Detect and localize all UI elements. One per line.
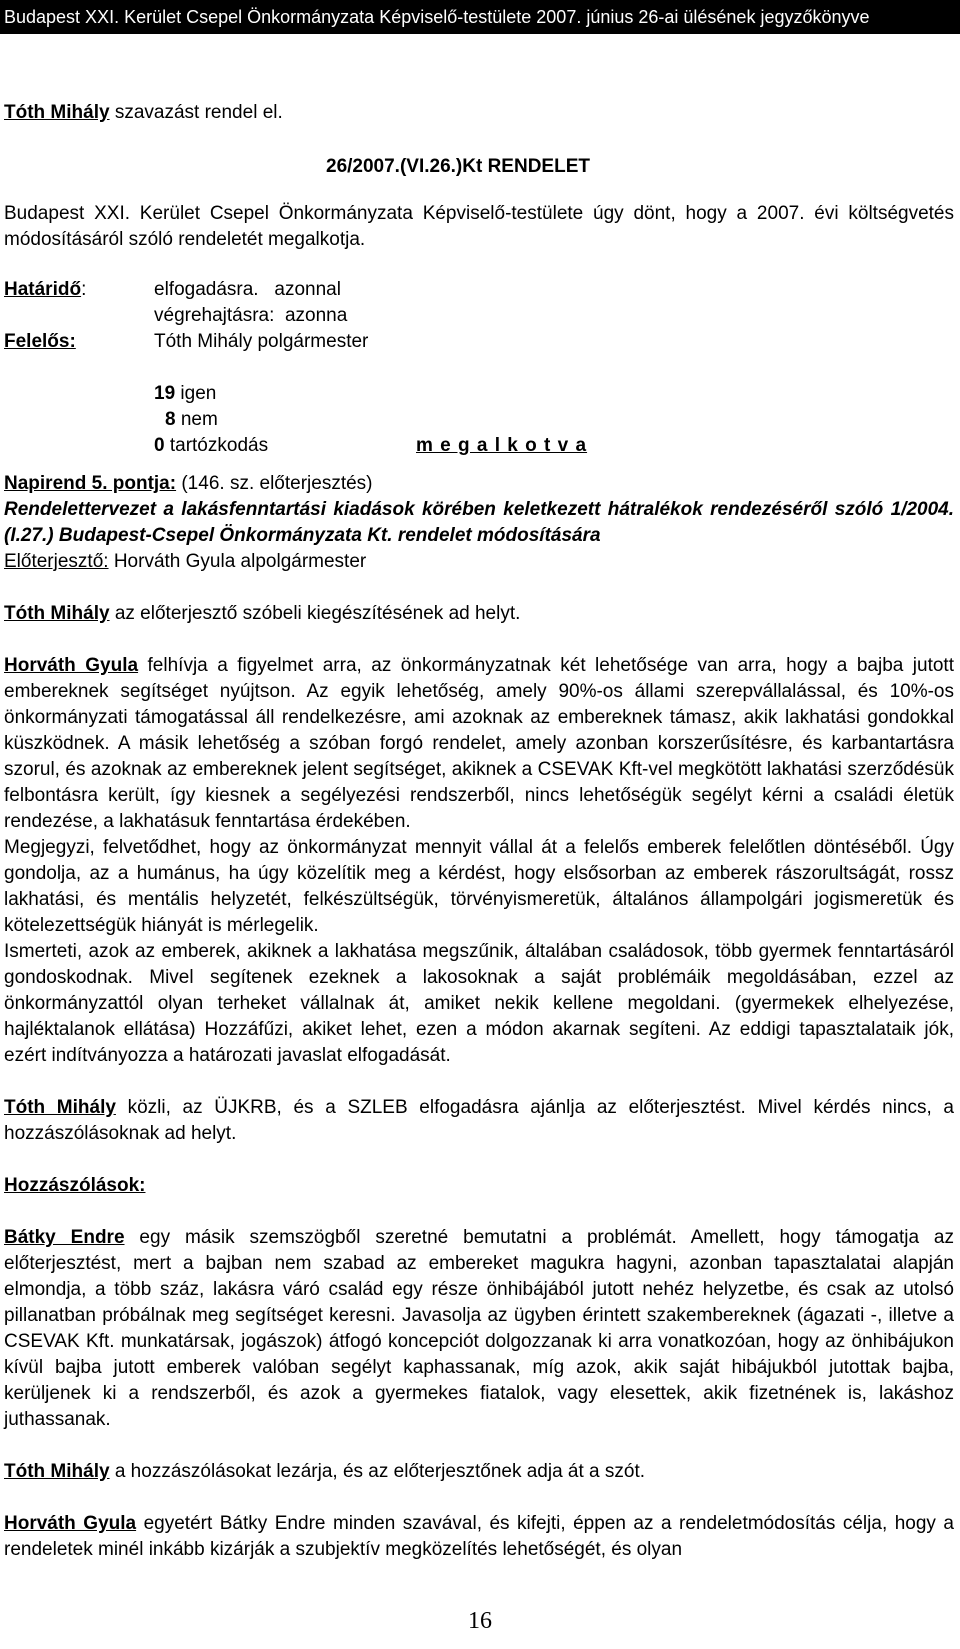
deadline-value <box>154 277 347 329</box>
vote-result: m e g a l k o t v a <box>416 435 588 456</box>
paragraph-explanation: Ismerteti, azok az emberek, akiknek a lakhatása megszűnik, általában családosok, több gyermek fenntartásáról gondoskodnak. Mivel segítenek ezeknek a lakosoknak a saját problémáik megoldásában, ezzel az önkormányzattól olyan terheket vállalnak át, amiket nekik kellene megoldani. (gyermekek elhelyezése, hajléktalanok ellátása) Hozzáfűzi, akiket lehet, ezen a módon akarnak segíteni. Az eddigi tapasztalataik jók, ezért indítványozza a határozati javaslat elfogadását. <box>4 941 954 1066</box>
vote-abstain-label: tartózkodás <box>164 435 269 456</box>
deadline-line-2: végrehajtásra: azonna <box>154 305 348 326</box>
vote-abstain-count: 0 <box>154 435 165 456</box>
paragraph-text: a hozzászólásokat lezárja, és az előterjesztőnek adja át a szót. <box>109 1461 646 1482</box>
vote-yes <box>154 381 954 407</box>
paragraph-text: felhívja a figyelmet arra, az önkormányzatnak két lehetősége van arra, hogy a bajba jutott embereknek segítséget nyújtson. Az egyik lehetőség, amely 90%-os állami szerepvállalással, és 10%-os önkormányzati támogatással áll rendelkezésre, ami azoknak az embereknek támasz, akik lakhatási gondokkal küszködnek. A másik lehetőség a szóban forgó rendelet, amely azonban korszerűsítésre, és karbantartásra szorul, és azoknak az embereknek jelent segítséget, akiknek a CSEVAK Kft-vel megkötött lakhatási szerződésük felbontásra került, így kiesnek a segélyezési rendszerből, nincs lehetőségük segélyt kérni a családi életük rendezése, a lakhatásuk fenntartása érdekében. <box>4 655 954 832</box>
presenter-label: Előterjesztő: <box>4 551 109 572</box>
paragraph-batky <box>4 1225 954 1433</box>
vote-yes-count: 19 <box>154 383 176 404</box>
paragraph-text: egyetért Bátky Endre minden szavával, és kifejti, éppen az a rendeletmódosítás célja, hogy a rendeletek minél inkább kizárják a szubjektív megközelítés lehetőségét, és olyan <box>4 1513 954 1560</box>
responsible-label: Felelős: <box>4 331 76 352</box>
deadline-label: Határidő <box>4 279 82 300</box>
responsible-row <box>4 329 954 355</box>
agenda-title: Rendelettervezet a lakásfenntartási kiadások körében keletkezett hátralékok rendezéséről szóló 1/2004.(I.27.) Budapest-Csepel Önkormányzata Kt. rendelet módosítására <box>4 499 954 546</box>
speaker-name: Horváth Gyula <box>4 655 139 676</box>
paragraph-text: szavazást rendel el. <box>109 102 283 123</box>
decree-title: 26/2007.(VI.26.)Kt RENDELET <box>326 156 590 177</box>
deadline-colon: : <box>81 279 87 300</box>
paragraph-closing <box>4 1459 954 1485</box>
agenda-ref: (146. sz. előterjesztés) <box>176 473 373 494</box>
presenter-line <box>4 549 954 575</box>
speaker-name: Tóth Mihály <box>4 603 110 624</box>
deadline-row <box>4 277 954 329</box>
deadline-line-1: elfogadásra. azonnal <box>154 279 341 300</box>
paragraph-horvath-reply <box>4 1511 954 1563</box>
vote-no-count: 8 <box>165 409 176 430</box>
vote-results <box>154 381 954 459</box>
agenda-label: Napirend 5. pontja: <box>4 473 177 494</box>
paragraph-supplement <box>4 601 954 627</box>
paragraph-vote-call <box>4 100 954 126</box>
vote-no <box>154 407 954 433</box>
paragraph-text: az előterjesztő szóbeli kiegészítésének ad helyt. <box>109 603 521 624</box>
vote-no-label: nem <box>175 409 218 430</box>
speaker-name: Tóth Mihály <box>4 102 110 123</box>
paragraph-text: egy másik szemszögből szeretné bemutatni a problémát. Amellett, hogy támogatja az előterjesztést, mert a bajban nem szabad az embereket magukra hagyni, azonban tapasztalatai alapján elmondja, a több száz, lakásra váró család egy része önhibájából jutott nehéz helyzetbe, és csak az utolsó pillanatban próbálnak meg segítséget keresni. Javasolja az ügyben érintett szakembereknek (ágazati -, illetve a CSEVAK Kft. munkatársak, jogászok) átfogó koncepciót dolgozzanak ki arra vonatkozóan, hogy az önhibájukon kívül bajba jutott emberek valóban segélyt kaphassanak, míg azok, akik saját hibájukból jutottak bajba, kerüljenek ki a rendszerből, és azok a gyermekes fiatalok, vagy elesettek, akik fizetnének is, lakáshoz juthassanak. <box>4 1227 954 1430</box>
speaker-name: Tóth Mihály <box>4 1097 116 1118</box>
presenter-value: Horváth Gyula alpolgármester <box>108 551 367 572</box>
paragraph-committee <box>4 1095 954 1147</box>
speaker-name: Bátky Endre <box>4 1227 125 1248</box>
running-header: Budapest XXI. Kerület Csepel Önkormányzata Képviselő-testülete 2007. június 26-ai ülésének jegyzőkönyve <box>0 0 960 34</box>
paragraph-horvath <box>4 653 954 835</box>
vote-abstain <box>154 433 954 459</box>
comments-heading-text: Hozzászólások: <box>4 1175 146 1196</box>
speaker-name: Horváth Gyula <box>4 1513 137 1534</box>
comments-heading <box>4 1173 954 1199</box>
speaker-name: Tóth Mihály <box>4 1461 110 1482</box>
paragraph-text: közli, az ÜJKRB, és a SZLEB elfogadásra ajánlja az előterjesztést. Mivel kérdés nincs, a hozzászólásoknak ad helyt. <box>4 1097 954 1144</box>
decree-text: Budapest XXI. Kerület Csepel Önkormányzata Képviselő-testülete úgy dönt, hogy a 2007. évi költségvetés módosításáról szóló rendeletét megalkotja. <box>4 203 954 250</box>
page-number: 16 <box>468 1608 492 1634</box>
document-body <box>4 100 954 1563</box>
paragraph-remark: Megjegyzi, felvetődhet, hogy az önkormányzat mennyit vállal át a felelős emberek felelőtlen döntéséből. Úgy gondolja, az a humánus, ha úgy közelítik meg a kérdést, hogy elsősorban az emberek rászorultságát, rossz lakhatási, és mentális helyzetét, felkészültségük, törvényismeretük, általános állampolgári jogismeretük és kötelezettségük hiányát is mérlegelik. <box>4 837 954 936</box>
responsible-value: Tóth Mihály polgármester <box>154 331 369 352</box>
vote-yes-label: igen <box>175 383 217 404</box>
agenda-line <box>4 471 954 497</box>
